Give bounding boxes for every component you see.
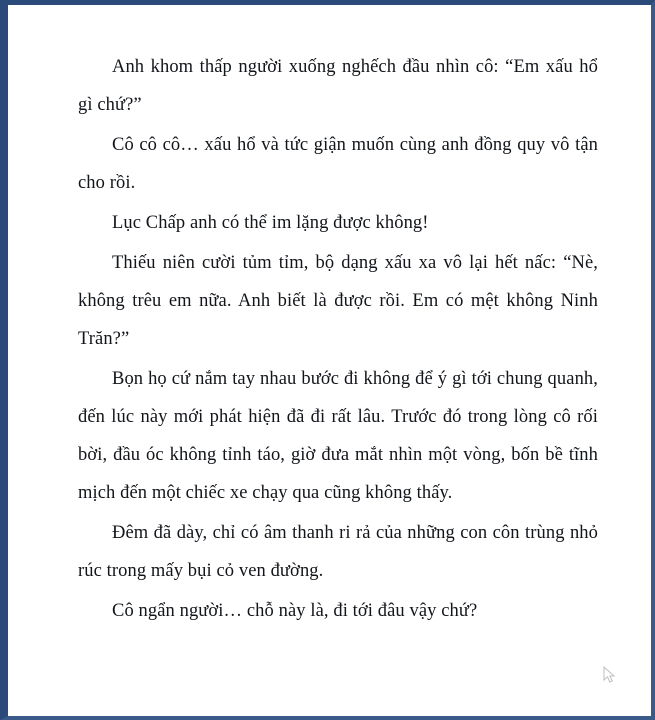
paragraph: Bọn họ cứ nắm tay nhau bước đi không để ý gì tới chung quanh, đến lúc này mới phát hiện đã đi rất lâu. Trước đó trong lòng cô rối bời, đầu óc không tỉnh táo, giờ đưa mắt nhìn một vòng, bốn bề tĩnh mịch đến một chiếc xe chạy qua cũng không thấy. <box>78 369 598 503</box>
page-content-area <box>16 10 647 712</box>
mouse-cursor-icon <box>603 666 619 684</box>
paragraph: Anh khom thấp người xuống nghếch đầu nhìn cô: “Em xấu hổ gì chứ?” <box>78 57 598 115</box>
document-text-body <box>78 48 598 630</box>
paragraph: Đêm đã dày, chỉ có âm thanh ri rả của những con côn trùng nhỏ rúc trong mấy bụi cỏ ven đường. <box>78 523 598 581</box>
paragraph: Cô cô cô… xấu hổ và tức giận muốn cùng anh đồng quy vô tận cho rồi. <box>78 135 598 193</box>
paragraph: Lục Chấp anh có thể im lặng được không! <box>112 213 429 233</box>
paragraph: Cô ngẩn người… chỗ này là, đi tới đâu vậy chứ? <box>112 601 478 621</box>
paragraph: Thiếu niên cười tủm tỉm, bộ dạng xấu xa vô lại hết nấc: “Nè, không trêu em nữa. Anh biết là được rồi. Em có mệt không Ninh Trăn?” <box>78 253 598 349</box>
